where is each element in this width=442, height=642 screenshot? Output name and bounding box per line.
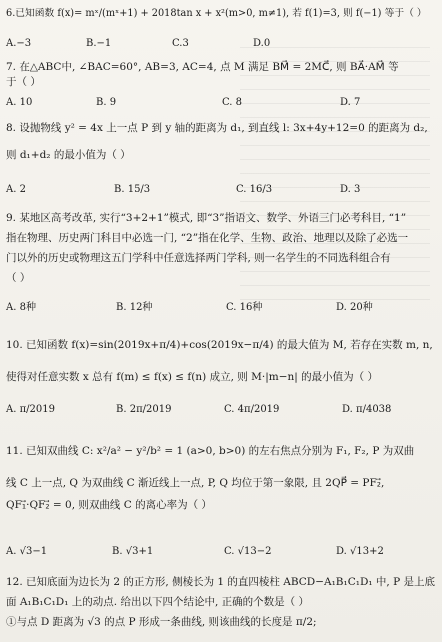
option-b: B. 2π/2019 bbox=[116, 404, 172, 415]
question-7 bbox=[6, 60, 436, 90]
option-b: B. 9 bbox=[96, 97, 117, 108]
option-a: A. 10 bbox=[6, 97, 33, 108]
question-12-line-3: ①与点 D 距离为 √3 的点 P 形成一条曲线, 则该曲线的长度是 π/2; bbox=[6, 616, 317, 628]
question-10 bbox=[6, 333, 436, 389]
question-8-options bbox=[6, 184, 436, 198]
question-8 bbox=[6, 121, 436, 163]
option-a: A. 2 bbox=[6, 184, 26, 195]
option-c: C.3 bbox=[172, 38, 189, 49]
question-6 bbox=[6, 6, 436, 21]
question-8-line-2: 则 d₁+d₂ 的最小值为（ ） bbox=[6, 149, 131, 161]
option-b: B.−1 bbox=[86, 38, 112, 49]
question-9-options bbox=[6, 298, 436, 312]
question-10-line-2: 使得对任意实数 x 总有 f(m) ≤ f(x) ≤ f(n) 成立, 则 M·|m−n| 的最小值为（ ） bbox=[6, 371, 378, 383]
question-6-options bbox=[6, 38, 436, 52]
question-11-line-1: 11. 已知双曲线 C: x²/a² − y²/b² = 1 (a>0, b>0) 的左右焦点分别为 F₁, F₂, P 为双曲 bbox=[6, 445, 415, 457]
option-d: D. √13+2 bbox=[336, 546, 384, 557]
option-d: D.0 bbox=[253, 38, 271, 49]
question-9-line-2: 指在物理、历史两门科目中必选一门, “2”指在化学、生物、政治、地理以及除了必选一 bbox=[6, 232, 409, 244]
question-6-line-1: 6.已知函数 f(x)= mˣ/(mˣ+1) + 2018tan x + x²(m>0, m≠1), 若 f(1)=3, 则 f(−1) 等于（ ） bbox=[6, 8, 427, 19]
option-a: A. √3−1 bbox=[6, 546, 48, 557]
option-d: D. 7 bbox=[340, 97, 361, 108]
question-8-line-1: 8. 设抛物线 y² = 4x 上一点 P 到 y 轴的距离为 d₁, 到直线 l: 3x+4y+12=0 的距离为 d₂, bbox=[6, 122, 428, 134]
question-11 bbox=[6, 440, 436, 516]
question-10-options bbox=[6, 404, 436, 418]
option-d: D. π/4038 bbox=[342, 404, 392, 415]
question-9-line-3: 门以外的历史或物理这五门学科中任意选择两门学科, 则一名学生的不同选科组合有 bbox=[6, 252, 391, 264]
option-d: D. 3 bbox=[340, 184, 361, 195]
question-10-line-1: 10. 已知函数 f(x)=sin(2019x+π/4)+cos(2019x−π/4) 的最大值为 M, 若存在实数 m, n, bbox=[6, 339, 433, 351]
option-c: C. √13−2 bbox=[224, 546, 272, 557]
option-b: B. 12种 bbox=[116, 302, 153, 313]
question-12 bbox=[6, 572, 436, 632]
option-a: A. π/2019 bbox=[6, 404, 55, 415]
question-7-options bbox=[6, 97, 436, 111]
question-9-line-1: 9. 某地区高考改革, 实行“3+2+1”模式, 即“3”指语文、数学、外语三门必考科目, “1” bbox=[6, 212, 407, 224]
option-c: C. 8 bbox=[222, 97, 243, 108]
question-9 bbox=[6, 208, 436, 288]
question-11-line-3: QF₁⃗·QF₂⃗ = 0, 则双曲线 C 的离心率为（ ） bbox=[6, 499, 212, 511]
question-11-line-2: 线 C 上一点, Q 为双曲线 C 渐近线上一点, P, Q 均位于第一象限, 且 2QP⃗ = PF₂⃗, bbox=[6, 477, 385, 489]
question-7-line-2: 于（ ） bbox=[6, 76, 41, 88]
question-9-line-4: （ ） bbox=[6, 272, 31, 284]
option-d: D. 20种 bbox=[336, 302, 373, 313]
question-11-options bbox=[6, 546, 436, 560]
option-c: C. 16种 bbox=[226, 302, 263, 313]
option-b: B. 15/3 bbox=[114, 184, 151, 195]
option-a: A.−3 bbox=[6, 38, 32, 49]
question-7-line-1: 7. 在△ABC中, ∠BAC=60°, AB=3, AC=4, 点 M 满足 BM⃗ = 2MC⃗, 则 BA⃗·AM⃗ 等 bbox=[6, 61, 399, 73]
question-12-line-1: 12. 已知底面为边长为 2 的正方形, 侧棱长为 1 的直四棱柱 ABCD−A₁B₁C₁D₁ 中, P 是上底 bbox=[6, 576, 436, 588]
question-12-line-2: 面 A₁B₁C₁D₁ 上的动点. 给出以下四个结论中, 正确的个数是（ ） bbox=[6, 596, 309, 608]
option-b: B. √3+1 bbox=[112, 546, 154, 557]
option-c: C. 16/3 bbox=[236, 184, 273, 195]
option-a: A. 8种 bbox=[6, 302, 36, 313]
option-c: C. 4π/2019 bbox=[224, 404, 280, 415]
